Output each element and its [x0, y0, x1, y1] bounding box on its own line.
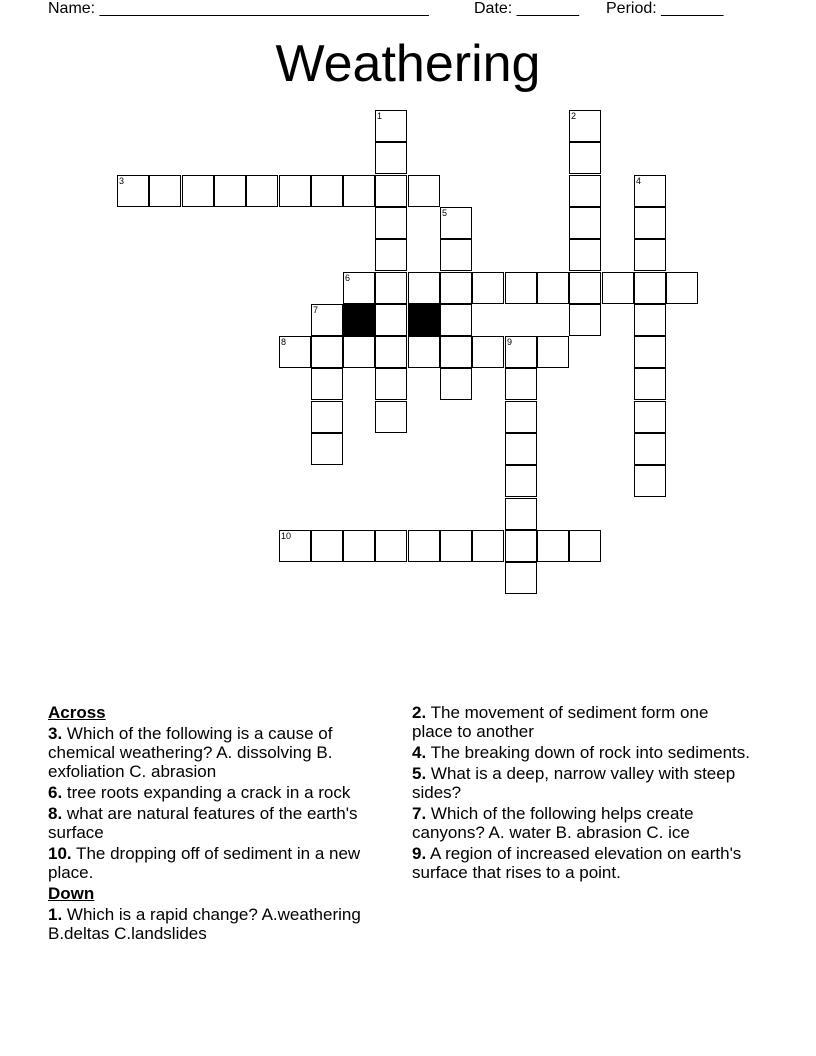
grid-cell[interactable]	[472, 530, 504, 562]
grid-cell[interactable]	[375, 175, 407, 207]
grid-cell-blocked	[408, 304, 440, 336]
grid-cell[interactable]	[117, 175, 149, 207]
clue-number: 5.	[412, 764, 427, 783]
clue-item	[48, 844, 393, 882]
grid-cell[interactable]	[375, 272, 407, 304]
grid-cell[interactable]	[408, 175, 440, 207]
clue-number: 9.	[412, 844, 427, 863]
grid-cell[interactable]	[311, 336, 343, 368]
grid-cell[interactable]	[634, 239, 666, 271]
clue-item	[412, 844, 752, 882]
grid-cell[interactable]	[214, 175, 246, 207]
grid-cell[interactable]	[440, 239, 472, 271]
grid-cell[interactable]	[537, 530, 569, 562]
grid-cell[interactable]	[602, 272, 634, 304]
clue-item	[48, 783, 393, 802]
clue-text: tree roots expanding a crack in a rock	[62, 783, 351, 802]
grid-cell[interactable]	[634, 401, 666, 433]
grid-cell[interactable]	[569, 530, 601, 562]
grid-cell[interactable]	[505, 530, 537, 562]
clue-number: 3.	[48, 724, 63, 743]
grid-cell[interactable]	[634, 304, 666, 336]
grid-cell[interactable]	[634, 336, 666, 368]
clue-number: 7.	[412, 804, 427, 823]
grid-cell[interactable]	[311, 401, 343, 433]
clue-item	[48, 905, 393, 943]
grid-cell[interactable]	[375, 336, 407, 368]
grid-cell[interactable]	[279, 175, 311, 207]
grid-cell[interactable]	[375, 401, 407, 433]
clue-number-label: 5	[442, 208, 448, 218]
grid-cell[interactable]	[149, 175, 181, 207]
grid-cell[interactable]	[634, 207, 666, 239]
grid-cell[interactable]	[375, 142, 407, 174]
clue-number-label: 7	[313, 305, 319, 315]
grid-cell[interactable]	[505, 272, 537, 304]
clue-number-label: 8	[281, 337, 287, 347]
down-heading: Down	[48, 884, 95, 903]
grid-cell[interactable]	[505, 368, 537, 400]
clue-number-label: 10	[281, 531, 292, 541]
grid-cell[interactable]	[569, 272, 601, 304]
grid-cell[interactable]	[246, 175, 278, 207]
grid-cell[interactable]	[311, 530, 343, 562]
clue-text: Which is a rapid change? A.weathering B.deltas C.landslides	[48, 905, 361, 943]
grid-cell[interactable]	[666, 272, 698, 304]
clue-text: Which of the following is a cause of chemical weathering? A. dissolving B. exfoliation C. abrasion	[48, 724, 333, 781]
grid-cell[interactable]	[279, 530, 311, 562]
name-field-label: Name: _____________________________________	[48, 0, 429, 17]
grid-cell[interactable]	[343, 336, 375, 368]
grid-cell[interactable]	[569, 110, 601, 142]
grid-cell[interactable]	[440, 530, 472, 562]
clue-number-label: 9	[507, 337, 513, 347]
clues-right-column	[412, 703, 752, 884]
grid-cell[interactable]	[569, 207, 601, 239]
grid-cell[interactable]	[440, 304, 472, 336]
down-clue-list-continued	[412, 703, 752, 882]
grid-cell[interactable]	[569, 239, 601, 271]
clue-text: A region of increased elevation on earth's surface that rises to a point.	[412, 844, 742, 882]
page-title: Weathering	[275, 35, 541, 93]
clue-number-label: 6	[345, 273, 351, 283]
grid-cell[interactable]	[375, 368, 407, 400]
clues-left-column	[48, 703, 393, 945]
clue-item	[412, 703, 752, 741]
grid-cell[interactable]	[343, 175, 375, 207]
clue-number: 8.	[48, 804, 63, 823]
grid-cell[interactable]	[408, 336, 440, 368]
clue-text: what are natural features of the earth's surface	[48, 804, 358, 842]
grid-cell[interactable]	[569, 304, 601, 336]
grid-cell[interactable]	[537, 336, 569, 368]
grid-cell-blocked	[343, 304, 375, 336]
date-field-label: Date: _______	[474, 0, 579, 17]
grid-cell[interactable]	[343, 272, 375, 304]
across-clue-list	[48, 724, 393, 882]
grid-cell[interactable]	[537, 272, 569, 304]
grid-cell[interactable]	[440, 368, 472, 400]
grid-cell[interactable]	[408, 530, 440, 562]
grid-cell[interactable]	[343, 530, 375, 562]
grid-cell[interactable]	[311, 433, 343, 465]
grid-cell[interactable]	[472, 272, 504, 304]
clue-item	[48, 724, 393, 781]
clue-number: 4.	[412, 743, 427, 762]
clue-number-label: 1	[377, 111, 383, 121]
grid-cell[interactable]	[279, 336, 311, 368]
clue-item	[412, 804, 752, 842]
grid-cell[interactable]	[634, 175, 666, 207]
grid-cell[interactable]	[505, 401, 537, 433]
grid-cell[interactable]	[375, 207, 407, 239]
grid-cell[interactable]	[505, 465, 537, 497]
clue-item	[412, 743, 752, 762]
grid-cell[interactable]	[375, 239, 407, 271]
grid-cell[interactable]	[505, 433, 537, 465]
clue-text: The movement of sediment form one place to another	[412, 703, 709, 741]
grid-cell[interactable]	[375, 530, 407, 562]
clue-text: The breaking down of rock into sediments.	[426, 743, 750, 762]
clue-number: 1.	[48, 905, 63, 924]
grid-cell[interactable]	[440, 207, 472, 239]
clue-number: 2.	[412, 703, 427, 722]
clue-number-label: 4	[636, 176, 642, 186]
grid-cell[interactable]	[569, 175, 601, 207]
grid-cell[interactable]	[311, 304, 343, 336]
clue-item	[48, 804, 393, 842]
grid-cell[interactable]	[440, 336, 472, 368]
clue-number: 10.	[48, 844, 72, 863]
clue-text: The dropping off of sediment in a new place.	[48, 844, 361, 882]
clue-text: What is a deep, narrow valley with steep sides?	[412, 764, 736, 802]
grid-cell[interactable]	[505, 498, 537, 530]
period-field-label: Period: _______	[606, 0, 724, 17]
grid-cell[interactable]	[440, 272, 472, 304]
grid-cell[interactable]	[472, 336, 504, 368]
grid-cell[interactable]	[375, 110, 407, 142]
grid-cell[interactable]	[505, 562, 537, 594]
grid-cell[interactable]	[375, 304, 407, 336]
grid-cell[interactable]	[408, 272, 440, 304]
across-heading: Across	[48, 703, 106, 722]
grid-cell[interactable]	[311, 368, 343, 400]
grid-cell[interactable]	[569, 142, 601, 174]
grid-cell[interactable]	[634, 368, 666, 400]
down-clue-list	[48, 905, 393, 943]
clue-number: 6.	[48, 783, 63, 802]
clue-number-label: 2	[571, 111, 577, 121]
clue-text: Which of the following helps create canyons? A. water B. abrasion C. ice	[412, 804, 694, 842]
grid-cell[interactable]	[311, 175, 343, 207]
grid-cell[interactable]	[634, 465, 666, 497]
grid-cell[interactable]	[505, 336, 537, 368]
grid-cell[interactable]	[182, 175, 214, 207]
grid-cell[interactable]	[634, 272, 666, 304]
grid-cell[interactable]	[634, 433, 666, 465]
clue-item	[412, 764, 752, 802]
clue-number-label: 3	[119, 176, 125, 186]
